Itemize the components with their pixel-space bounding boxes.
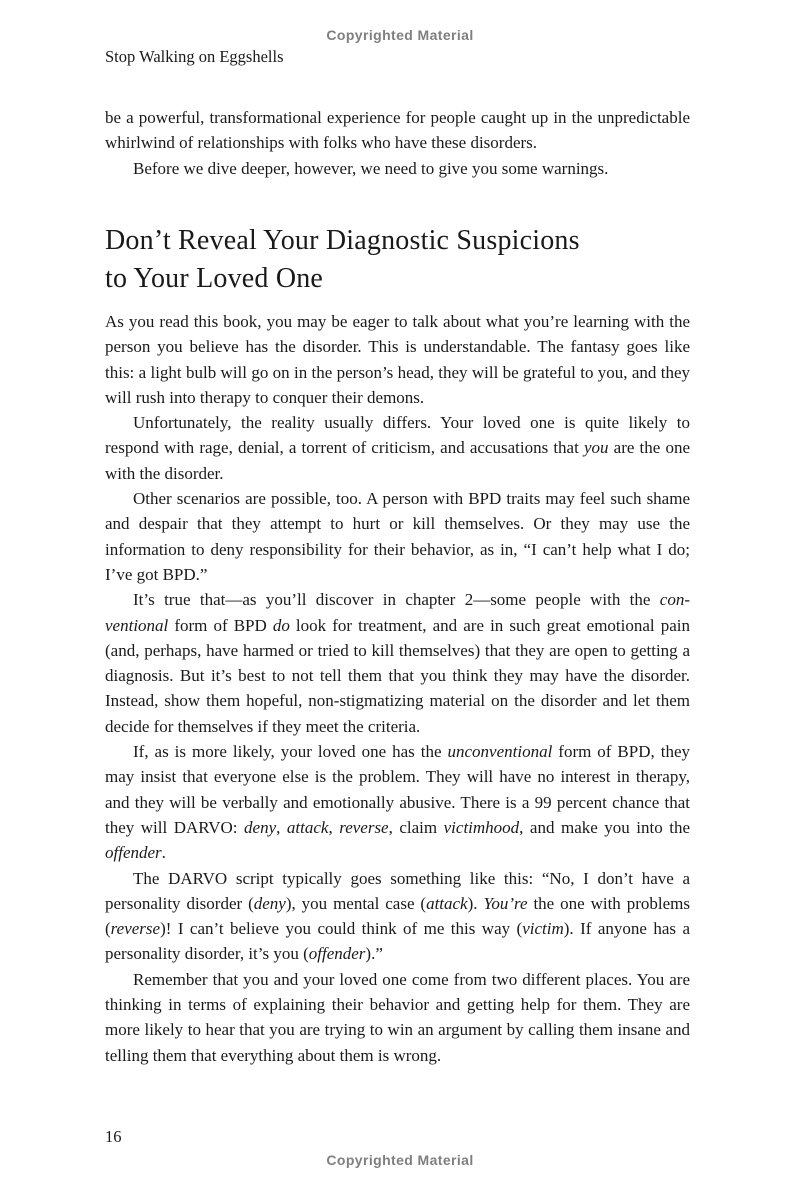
text-segment: form of BPD, they may insist that everyone else is the problem. They will have no interest in therapy, and they will be verbally and emotionally abusive. There is a 99 percent chance that they will DARVO: <box>105 742 690 837</box>
section-heading-line: Don’t Reveal Your Diagnostic Suspicions <box>105 225 580 256</box>
paragraph <box>105 410 690 486</box>
paragraph <box>105 156 690 181</box>
italic-text-segment: you <box>583 438 609 458</box>
paragraph <box>105 587 690 739</box>
section-heading <box>105 222 755 298</box>
intro-paragraphs <box>105 105 690 181</box>
italic-text-segment: deny <box>253 893 286 913</box>
text-segment: , and make you into the <box>519 817 691 837</box>
italic-text-segment: attack <box>286 817 329 837</box>
italic-text-segment: You’re <box>483 893 528 913</box>
text-segment: , <box>328 817 340 837</box>
italic-text-segment: do <box>272 615 290 635</box>
text-segment: ).” <box>365 944 383 964</box>
text-segment: , claim <box>388 817 444 837</box>
text-segment: form of BPD <box>168 615 273 635</box>
paragraph <box>105 486 690 587</box>
paragraph <box>105 739 690 865</box>
text-segment: Other scenarios are possible, too. A person with BPD traits may feel such shame and despair that they attempt to hurt or kill themselves. Or they may use the information to deny responsibility for their behavior, as in, “I can’t help what I do; I’ve got BPD.” <box>105 489 690 584</box>
copyright-notice-top: Copyrighted Material <box>326 27 474 43</box>
text-segment: . <box>161 843 166 863</box>
text-segment: It’s true that—as you’ll discover in chapter 2—some people with the <box>133 590 660 610</box>
italic-text-segment: reverse <box>339 817 389 837</box>
text-segment: be a powerful, transformational experience for people caught up in the unpredictable whirlwind of relationships with folks who have these disorders. <box>105 108 690 153</box>
text-segment: )! I can’t believe you could think of me this way ( <box>160 919 523 939</box>
italic-text-segment: attack <box>426 893 468 913</box>
running-header: Stop Walking on Eggshells <box>105 47 284 66</box>
paragraph <box>105 866 690 967</box>
italic-text-segment: reverse <box>110 919 161 939</box>
italic-text-segment: unconventional <box>447 742 553 762</box>
italic-text-segment: deny <box>244 817 277 837</box>
italic-text-segment: victimhood <box>443 817 520 837</box>
text-segment: Unfortunately, the reality usually differs. Your loved one is quite likely to respond with rage, denial, a torrent of criticism, and accusations that <box>105 413 690 458</box>
italic-text-segment: victim <box>522 919 564 939</box>
text-segment: ). <box>467 893 484 913</box>
text-segment: look for treatment, and are in such great emotional pain (and, perhaps, have harmed or tried to kill themselves) that they are open to getting a diagnosis. But it’s best to not tell them that you think they may have the disorder. Instead, show them hopeful, non-stigmatizing material on the disorder and let them decide for themselves if they meet the criteria. <box>105 615 690 736</box>
page-number: 16 <box>105 1127 122 1146</box>
text-segment: If, as is more likely, your loved one has the <box>133 742 448 762</box>
text-segment: , <box>276 817 287 837</box>
text-segment: Remember that you and your loved one come from two different places. You are thinking in terms of explaining their behavior and getting help for them. They are more likely to hear that you are trying to win an argument by calling them insane and telling them that everything about them is wrong. <box>105 969 690 1065</box>
text-segment: the one with problems ( <box>105 893 690 939</box>
section-heading-line: to Your Loved One <box>105 263 324 294</box>
text-segment: The DARVO script typically goes something like this: “No, I don’t have a personality disorder ( <box>105 868 690 913</box>
italic-text-segment: conventional <box>105 590 690 635</box>
copyright-notice-bottom: Copyrighted Material <box>326 1152 474 1168</box>
text-segment: As you read this book, you may be eager to talk about what you’re learning with the person you believe has the disorder. This is understandable. The fantasy goes like this: a light bulb will go on in the person’s head, they will be grateful to you, and they will rush into therapy to conquer their demons. <box>105 312 690 407</box>
italic-text-segment: offender <box>105 843 162 863</box>
text-segment: are the one with the disorder. <box>105 438 690 483</box>
paragraph <box>105 105 690 156</box>
section-paragraphs <box>105 309 690 1068</box>
text-segment: ), you mental case ( <box>285 893 427 913</box>
italic-text-segment: offender <box>308 944 366 964</box>
text-segment: Before we dive deeper, however, we need to give you some warnings. <box>133 158 609 178</box>
text-segment: ). If anyone has a personality disorder, it’s you ( <box>105 919 690 964</box>
paragraph <box>105 967 690 1068</box>
paragraph <box>105 309 690 410</box>
